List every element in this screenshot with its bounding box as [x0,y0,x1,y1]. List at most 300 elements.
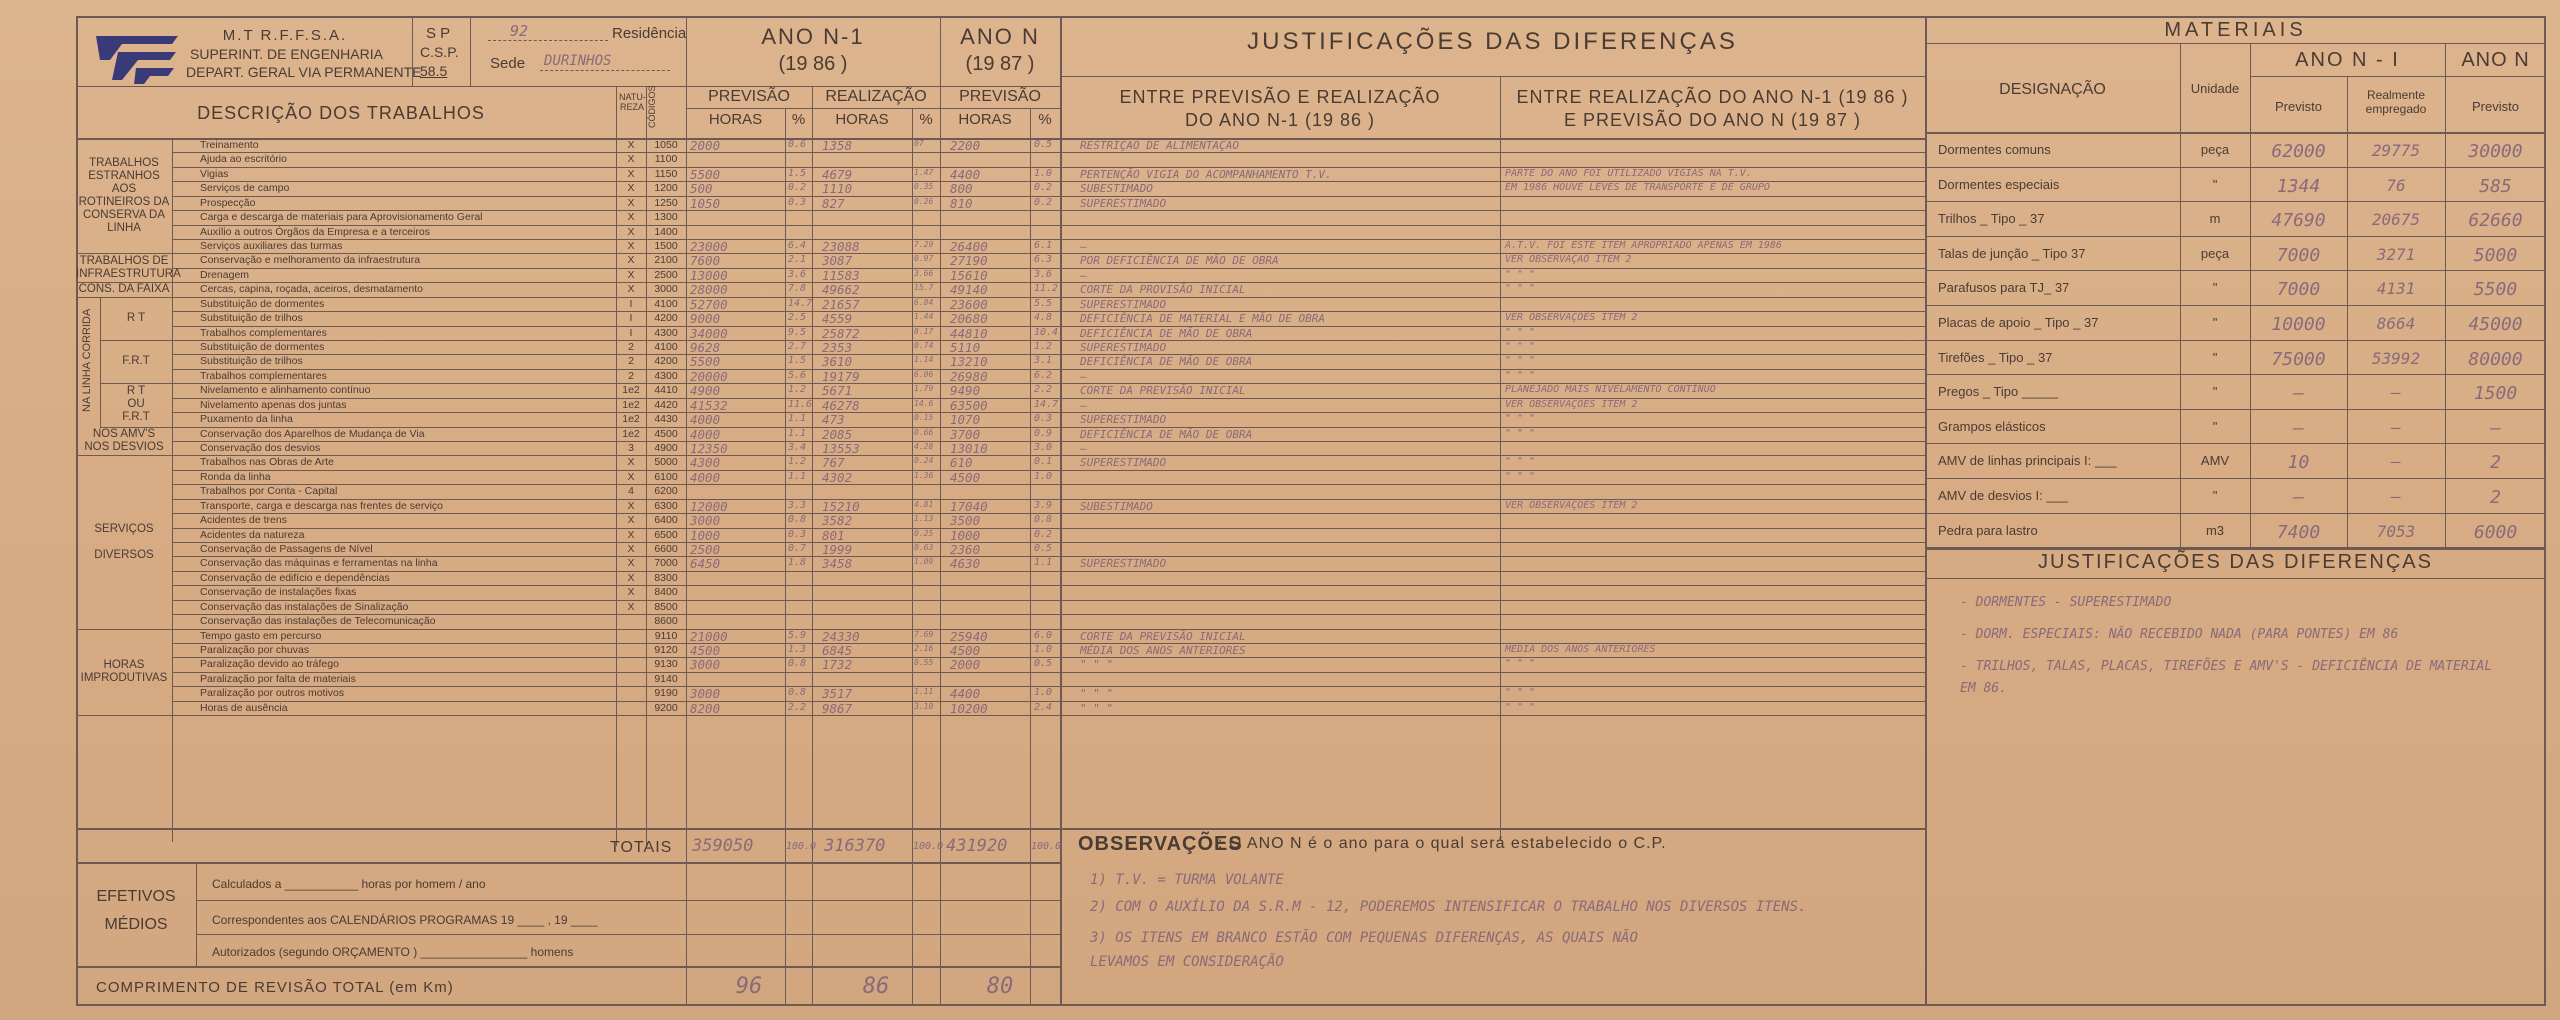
material-name: Tirefões _ Tipo _ 37 [1938,349,2053,365]
cell-jl: " " " [1080,701,1114,715]
cell-np: 3.9 [1034,499,1053,511]
cell-desc: Ronda da linha [200,470,271,483]
group-label: CONS. DA FAIXA [78,283,170,295]
cell-rp: 14.6 [914,398,934,408]
cell-nat: X [627,139,635,151]
cell-cod: 1150 [654,167,678,180]
cell-desc: Ajuda ao escritório [200,153,287,166]
cell-cod: 1100 [654,153,678,166]
cell-rh: 15210 [822,498,860,514]
cell-jl: MÉDIA DOS ANOS ANTERIORES [1080,644,1246,658]
cell-np: 3.1 [1034,355,1053,367]
cell-pp: 5.9 [788,629,807,641]
cell-nh: 4500 [950,643,981,659]
col-pct-n: % [1038,111,1052,128]
cell-cod: 4200 [654,312,678,325]
cell-jr: VER OBSERVAÇÕES ITEM 2 [1505,398,1638,410]
group-divider [76,629,172,630]
cell-rh: 5671 [822,383,853,399]
cell-nh: 27190 [950,253,988,269]
cell-np: 1.0 [1034,687,1053,699]
cell-cod: 9140 [654,672,678,685]
cell-ph: 12000 [690,498,728,514]
cell-ph: 4000 [690,412,721,428]
cell-np: 0.2 [1034,528,1053,540]
org-line1: M.T R.F.F.S.A. [222,27,348,44]
mat-just-line-4: EM 86. [1960,681,2007,696]
cell-jl: SUPERESTIMADO [1080,557,1167,571]
cell-cod: 9190 [654,687,678,700]
cell-rp: 1.11 [914,687,934,697]
cell-desc: Puxamento da linha [200,413,293,426]
cell-nat: X [627,268,635,281]
totals-prev-horas: 359050 [692,836,754,856]
cell-desc: Conservação das máquinas e ferramentas na linha [200,557,438,570]
material-unit: peça [2200,142,2230,157]
cell-desc: Tempo gasto em percurso [200,629,322,642]
cell-nat: I [629,297,633,310]
cell-nat: X [627,225,635,238]
cell-ph: 1000 [690,527,721,543]
cell-ph: 12350 [690,441,728,457]
cell-ph: 23000 [690,239,728,254]
cell-rp: 0.15 [914,413,934,423]
cell-nh: 63500 [950,397,988,413]
obs-item-1: 1) T.V. = TURMA VOLANTE [1090,872,1284,888]
cell-rh: 1358 [822,138,853,153]
cell-nat: 2 [628,369,634,382]
material-real: 3271 [2376,244,2416,264]
cell-rh: 19179 [822,368,860,384]
cell-nh: 13010 [950,441,988,457]
cell-nat: X [627,586,635,599]
cell-np: 0.5 [1034,543,1053,555]
cell-jr: " " " [1505,326,1536,338]
cell-rp: 0.66 [914,427,934,437]
totals-n-pct: 100.0 [1031,841,1062,852]
cell-desc: Vigias [200,167,229,180]
cell-nh: 2360 [950,542,981,558]
cell-nat: X [627,514,635,527]
cell-rp: 1.36 [914,470,934,480]
material-name: Grampos elásticos [1938,418,2046,434]
cell-cod: 4420 [654,398,678,411]
cell-desc: Paralização por falta de materiais [200,672,356,685]
row-divider [172,571,1925,572]
mat-just-line-2: - DORM. ESPECIAIS: NÃO RECEBIDO NADA (PARA PONTES) EM 86 [1960,627,2399,642]
mat-realmente: Realmente empregado [2365,88,2427,116]
cell-desc: Paralização por chuvas [200,644,310,657]
row-divider [1925,340,2546,341]
mat-previsto: Previsto [2275,99,2322,114]
cell-jr: A.T.V. FOI ESTE ITEM APROPRIADO APENAS EM 1986 [1505,240,1782,251]
cell-rh: 827 [822,195,845,211]
cell-pp: 1.3 [788,644,807,656]
material-name: Dormentes especiais [1938,176,2060,192]
cell-rh: 3458 [822,556,853,572]
cell-np: 1.1 [1034,557,1053,569]
cell-ph: 7600 [690,253,721,269]
cell-rp: 0.55 [914,658,934,668]
cell-np: 5.5 [1034,297,1053,309]
cell-nat: X [627,283,635,296]
cell-nat: 4 [628,485,634,498]
material-prev: 47690 [2271,210,2326,232]
cell-nat: X [627,254,635,267]
cell-cod: 6600 [654,543,678,556]
cell-rh: 25872 [822,325,860,341]
cell-desc: Paralização devido ao tráfego [200,658,339,671]
mat-just-line-3: - TRILHOS, TALAS, PLACAS, TIREFÕES E AMV'S - DEFICIÊNCIA DE MATERIAL [1960,659,2493,674]
cell-jl: SUBESTIMADO [1080,499,1153,513]
obs-item-3: 3) OS ITENS EM BRANCO ESTÃO COM PEQUENAS DIFERENÇAS, AS QUAIS NÃO [1090,930,1638,946]
comprimento-n: 80 [986,974,1014,999]
cell-ph: 9000 [690,311,721,327]
cell-jl: SUPERESTIMADO [1080,196,1167,210]
cell-cod: 4200 [654,355,678,368]
rffsa-logo-icon [92,30,182,85]
cell-pp: 2.7 [788,341,807,353]
cell-cod: 2100 [654,254,678,267]
row-divider [1925,409,2546,410]
totals-real-horas: 316370 [824,836,886,856]
cell-rh: 801 [822,527,845,543]
cell-jl: — [1080,268,1087,282]
material-name: Pregos _ Tipo _____ [1938,384,2058,400]
row-divider [172,672,1925,673]
row-divider [172,484,1925,485]
cell-nh: 26980 [950,368,988,384]
observacoes-title: OBSERVAÇÕES [1078,833,1243,855]
cell-nat: X [627,470,635,483]
cell-rp: 3.10 [914,701,934,711]
cell-ph: 41532 [690,397,728,413]
cell-rh: 1732 [822,657,853,673]
row-divider [1925,305,2546,306]
cell-jl: — [1080,240,1087,253]
cell-nat: 2 [628,355,634,368]
cell-ph: 28000 [690,282,728,298]
cell-ph: 2000 [690,138,721,153]
cell-rp: 6.84 [914,297,934,307]
cell-ph: 52700 [690,296,728,312]
col-horas-real: HORAS [835,111,889,128]
cell-rp: 1.44 [914,312,934,322]
group-label: SERVIÇOS DIVERSOS [94,522,154,561]
cell-cod: 1200 [654,182,678,195]
cell-cod: 6100 [654,470,678,483]
cell-pp: 0.8 [788,514,807,526]
material-prev: — [2293,487,2304,508]
cell-rh: 2353 [822,340,853,356]
cell-jl: CORTE DA PREVISÃO INICIAL [1080,629,1246,643]
cell-rp: 7.29 [914,240,934,249]
mat-previsto-n: Previsto [2472,99,2519,114]
cell-rh: 11583 [822,267,860,283]
totals-n-horas: 431920 [946,836,1008,856]
cell-desc: Substituição de dormentes [200,297,325,310]
cell-np: 3.0 [1034,442,1053,454]
row-divider [1925,236,2546,237]
cell-nh: 4500 [950,469,981,485]
cell-nh: 9490 [950,383,981,399]
cell-jl: SUBESTIMADO [1080,182,1153,196]
cell-ph: 8200 [690,700,721,716]
group-divider [100,340,172,341]
cell-ph: 3000 [690,686,721,702]
cell-jl: DEFICIÊNCIA DE MÃO DE OBRA [1080,355,1253,369]
row-divider [172,225,1925,226]
cell-rh: 21657 [822,296,860,312]
just-left-h2: DO ANO N-1 (19 86 ) [1184,110,1376,130]
cell-ph: 4900 [690,383,721,399]
cell-cod: 1050 [654,139,678,151]
cell-nh: 26400 [950,239,988,254]
cell-nat: 3 [628,442,634,455]
ano-n-year: (19 87 ) [965,53,1035,75]
cell-rh: 23088 [822,239,860,254]
mat-just-line-1: - DORMENTES - SUPERESTIMADO [1960,595,2172,610]
cell-np: 0.9 [1034,427,1053,439]
col-previsao-n: PREVISÃO [959,88,1041,105]
just-right-h1: ENTRE REALIZAÇÃO DO ANO N-1 (19 86 ) [1516,87,1909,107]
cell-rp: 1.79 [914,384,934,394]
cell-ph: 3000 [690,657,721,673]
cell-cod: 8600 [654,615,678,628]
obs-item-2: 2) COM O AUXÍLIO DA S.R.M - 12, PODEREMOS INTENSIFICAR O TRABALHO NOS DIVERSOS ITENS. [1090,899,1807,915]
cell-rh: 4679 [822,166,853,182]
cell-ph: 5500 [690,166,721,182]
cell-desc: Trabalhos complementares [200,326,327,339]
cell-pp: 1.5 [788,355,807,367]
row-divider [172,600,1925,601]
material-prev: — [2293,417,2304,439]
cell-nat: 1e2 [622,427,640,440]
cell-desc: Prospecção [200,196,256,209]
group-label: F.R.T [122,355,150,368]
cell-desc: Conservação de Passagens de Nível [200,543,373,556]
cell-nh: 4400 [950,166,981,182]
material-name: Talas de junção _ Tipo 37 [1938,245,2086,261]
cell-ph: 1050 [690,195,721,211]
cell-pp: 0.8 [788,658,807,670]
cell-cod: 4410 [654,384,678,397]
material-prev: 7400 [2276,521,2321,543]
cell-pp: 6.4 [788,240,807,251]
efetivos-label: EFETIVOS MÉDIOS [96,888,176,933]
cell-desc: Substituição de trilhos [200,312,303,325]
cell-jr: " " " [1505,341,1536,353]
material-name: Placas de apoio _ Tipo _ 37 [1938,315,2099,330]
materiais-title: MATERIAIS [2164,19,2307,41]
mat-ano-prev: ANO N - I [2295,49,2400,71]
cell-jr: PARTE DO ANO FOI UTILIZADO VIGIAS NA T.V. [1505,167,1752,179]
cell-nh: 20680 [950,311,988,327]
cell-rh: 3610 [822,354,853,370]
csp-number: 58.5 [420,63,448,79]
row-divider [1925,201,2546,202]
cell-jl: — [1080,398,1087,412]
cell-nat: X [627,196,635,209]
cell-cod: 1400 [654,225,678,238]
cell-nh: 15610 [950,267,988,283]
cell-cod: 4300 [654,369,678,382]
cell-desc: Conservação das instalações de Sinalização [200,600,409,613]
cell-nat: X [627,528,635,541]
cell-nat: X [627,557,635,570]
cell-rh: 4559 [822,311,853,327]
residencia-number: 92 [510,22,529,40]
material-real: — [2391,383,2401,403]
material-n: 30000 [2468,141,2523,162]
cell-np: 0.2 [1034,182,1053,194]
just-left-h1: ENTRE PREVISÃO E REALIZAÇÃO [1119,87,1441,107]
cell-np: 11.2 [1034,283,1059,295]
row-divider [1925,167,2546,168]
cell-pp: 11.6 [788,398,813,410]
material-name: Dormentes comuns [1938,142,2051,157]
cell-cod: 4300 [654,326,678,339]
row-divider [172,585,1925,586]
cell-nat: X [627,543,635,556]
cell-jr: " " " [1505,283,1536,295]
comprimento-real: 86 [862,974,890,999]
mat-just-title: JUSTIFICAÇÕES DAS DIFERENÇAS [2038,551,2433,573]
cell-nat: X [627,182,635,195]
col-pct-real: % [919,111,933,128]
cell-rp: 1.13 [914,514,934,524]
cell-cod: 1300 [654,211,678,224]
cell-pp: 1.2 [788,456,807,468]
material-prev: 7000 [2276,244,2321,266]
cell-jr: " " " [1505,369,1536,381]
comprimento-label: COMPRIMENTO DE REVISÃO TOTAL (em Km) [96,979,454,996]
cell-ph: 13000 [690,267,728,283]
cell-desc: Conservação dos desvios [200,442,321,455]
cell-ph: 20000 [690,368,728,384]
ano-prev-label: ANO N-1 [761,24,865,49]
cell-pp: 0.7 [788,543,807,555]
cell-ph: 4300 [690,455,721,471]
cell-rp: 15.7 [914,283,934,293]
material-real: — [2391,417,2401,437]
cell-nh: 23600 [950,296,988,312]
material-n: 5500 [2473,279,2518,301]
cell-desc: Conservação de edifício e dependências [200,571,390,584]
cell-jl: " " " [1080,658,1114,672]
cell-ph: 5500 [690,354,721,370]
cell-nh: 2000 [950,657,981,673]
cell-cod: 9200 [654,701,678,714]
cell-pp: 1.5 [788,167,807,179]
cell-nat: 2 [628,341,634,354]
efetivos-line1: Calculados a ___________ horas por homem / ano [212,877,486,891]
cell-desc: Cercas, capina, roçada, aceiros, desmatamento [200,283,423,296]
cell-rh: 4302 [822,469,853,485]
efetivos-line3: Autorizados (segundo ORÇAMENTO ) ________________ homens [212,945,574,959]
cell-jr: " " " [1505,427,1536,439]
cell-rp: 1.14 [914,355,934,365]
material-n: — [2490,417,2501,439]
cell-desc: Serviços auxiliares das turmas [200,240,343,252]
cell-jr: VER OBSERVAÇÕES ITEM 2 [1505,312,1638,324]
cell-np: 3.6 [1034,268,1053,280]
col-previsao: PREVISÃO [708,88,790,105]
cell-cod: 6400 [654,514,678,527]
col-natureza: NATU-REZA [619,92,646,112]
col-pct-prev: % [791,111,806,128]
cell-nh: 49140 [950,282,988,298]
cell-jr: MÉDIA DOS ANOS ANTERIORES [1505,644,1656,656]
cell-pp: 0.2 [788,182,807,194]
material-n: 45000 [2468,314,2523,335]
cell-cod: 9110 [654,629,678,642]
cell-pp: 2.5 [788,312,807,324]
cell-cod: 6200 [654,485,678,498]
cell-desc: Nivelamento e alinhamento contínuo [200,384,371,397]
row-divider [1925,478,2546,479]
cell-pp: 3.3 [788,499,807,511]
cell-desc: Auxílio a outros Órgãos da Empresa e a terceiros [200,225,430,238]
observacoes-subtitle: : O ANO N é o ano para o qual será estabelecido o C.P. [1218,835,1667,852]
cell-jl: DEFICIÊNCIA DE MÃO DE OBRA [1080,326,1253,340]
row-divider [1925,374,2546,375]
cell-rh: 2085 [822,426,853,442]
cell-cod: 9120 [654,644,678,657]
material-name: Trilhos _ Tipo _ 37 [1938,211,2045,227]
mat-unidade: Unidade [2190,81,2240,96]
cell-rh: 473 [822,412,845,428]
cell-nat: I [629,312,633,325]
cell-np: 0.5 [1034,139,1053,150]
row-divider [1925,443,2546,444]
col-horas-prev: HORAS [708,111,763,128]
totals-real-pct: 100.0 [913,841,944,852]
cell-desc: Conservação dos Aparelhos de Mudança de Via [200,427,425,440]
cell-nh: 1000 [950,527,981,543]
cell-pp: 14.7 [788,297,813,309]
cell-ph: 21000 [690,628,728,644]
cell-nat: X [627,499,635,512]
cell-jl: DEFICIÊNCIA DE MÃO DE OBRA [1080,427,1253,441]
cell-desc: Trabalhos complementares [200,369,327,382]
cell-rh: 3517 [822,686,853,702]
cell-ph: 9628 [690,340,721,356]
cell-np: 6.3 [1034,254,1053,266]
cell-np: 0.5 [1034,658,1053,670]
cell-pp: 1.1 [788,427,807,439]
cell-jl: DEFICIÊNCIA DE MATERIAL E MÃO DE OBRA [1080,312,1326,326]
cell-rp: 7.69 [914,629,934,639]
cell-ph: 4000 [690,469,721,485]
cell-pp: 1.2 [788,384,807,396]
cell-cod: 1250 [654,196,678,209]
cell-rh: 1110 [822,181,853,197]
cell-desc: Acidentes de trens [200,514,287,527]
cell-desc: Trabalhos nas Obras de Arte [200,456,334,469]
group-divider [76,455,172,456]
cell-pp: 3.4 [788,442,807,454]
cell-nh: 800 [950,181,973,197]
cell-jr: " " " [1505,470,1536,482]
material-name: Parafusos para TJ_ 37 [1938,280,2070,296]
cell-jl: POR DEFICIÊNCIA DE MÃO DE OBRA [1080,254,1279,268]
cell-pp: 0.8 [788,687,807,699]
cell-jl: CORTE DA PROVISÃO INICIAL [1080,283,1246,297]
cell-nh: 2200 [950,138,981,153]
material-n: 80000 [2468,348,2523,370]
cell-ph: 34000 [690,325,728,341]
